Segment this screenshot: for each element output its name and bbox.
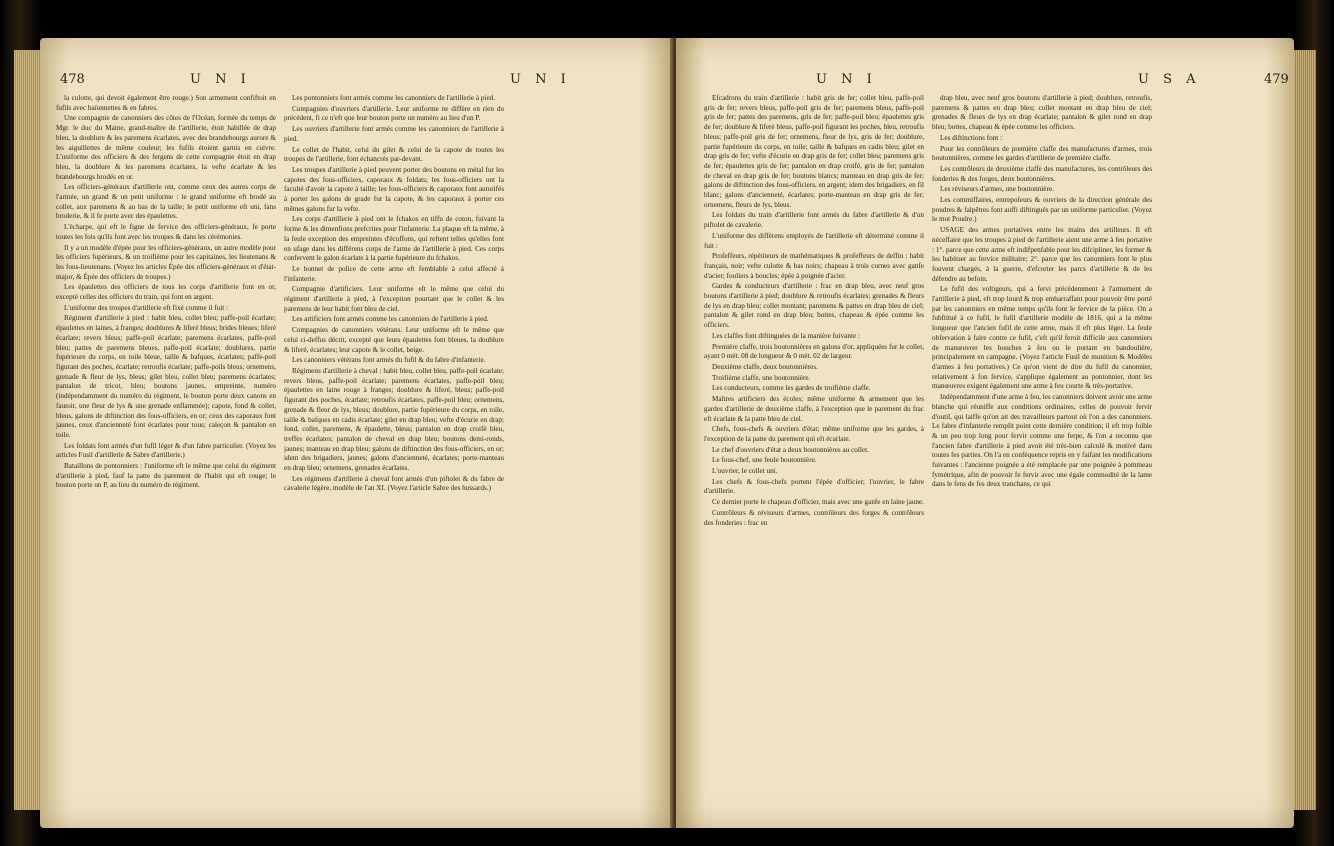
paragraph: Ce dernier porte le chapeau d'officier, mais avec une ganfe en laine jaune. — [712, 498, 924, 507]
right-running-head-2: U S A — [1138, 72, 1201, 87]
paragraph: Les réviseurs d'armes, une boutonnière. — [940, 185, 1054, 194]
paragraph: Maîtres artificiers des écoles; même uniforme & armement que les gardes d'artillerie de deuxième claffe, à l'exception que le parement du frac eft écarlate & la patte bleu de ciel. — [704, 395, 924, 423]
left-running-head-2: U N I — [510, 72, 571, 87]
left-column-1 — [56, 94, 276, 814]
right-page — [676, 38, 1294, 828]
paragraph: Indépendamment d'une arme à feu, les canonniers doivent avoir une arme blanche qui réuniffe aux conditions ordinaires, celles de pouvoir fervir d'outil, qui laiffe qu'on ait des travailleurs partout où l'on a des canonniers. Le fabre d'infanterie remplit point cette dernière condition; il eft trop foible & un peu trop long pour fervir comme une ferpe, & l'on a reconnu que l'ancien fabre d'artillerie à pied avoit été très-bien calculé & motivé dans toutes fes parties. On l'a en conféquence repris en y faifant les modifications fuivantes : l'ancienne poignée a été remplacée par une poignée à pommeau fymétrique, afin de pouvoir fe fervir avec une égale commodité de la lame dans le fens de fes deux tranchans, ce qui — [932, 393, 1152, 489]
paragraph: Bataillons de pontonniers : l'uniforme eft le même que celui du régiment d'artillerie à pied, fauf la patte du parement de l'habit qui eft rouge; le bouton porte un P, au lieu du numéro de régiment. — [56, 462, 276, 490]
paragraph: Les conducteurs, comme les gardes de troifième claffe. — [712, 384, 871, 393]
paragraph: Contrôleurs & réviseurs d'armes, contrôleurs des forges & contrôleurs des fonderies : frac en — [704, 508, 924, 527]
paragraph: Efcadrons du train d'artillerie : habit gris de fer; collet bleu, paffe-poil gris de fer; revers bleus, paffe-poil gris de fer; paremens bleus, paffe-poil gris de fer; pattes des paremens, gris de fer; paffe-poil bleu; épaulettes gris de fer; doublure & liferé bleus, paffe-poil figurant les poches, bleu, retroufis bleus; paffe-poil gris de fer; ornemens, fleur de lys, gris de fer; doublure, partie fupérieure du corps, en toile; taille & bafques en cadis bleu; gilet en drap gris de fer; vefte d'écurie en drap gris de fer; collet bleu; paremens gris de fer; épaulettes gris de fer; pantalon en drap croifé, gris de fer; pantalon de cheval en drap gris de fer; boutons blancs; manteau en drap gris de fer; galons de diftinction des fous-officiers, en argent; idem des brigadiers, en fil blanc; galons d'ancienneté, écarlates; porte-manteau en drap gris de fer; ornemens, fleurs de lys, bleus. — [704, 94, 924, 209]
left-page — [40, 38, 674, 828]
right-page-number: 479 — [1264, 72, 1289, 87]
paragraph: Les épaulettes des officiers de tous les corps d'artillerie font en or, excepté celles des officiers du train, qui font en argent. — [56, 283, 276, 302]
paragraph: Le collet de l'habit, celui du gilet & celui de la capote de toutes les troupes de l'artillerie, font échancrés par-devant. — [284, 145, 504, 164]
paragraph: Les troupes d'artillerie à pied peuvent porter des boutons en métal fur les capotes des fous-officiers, caporaux & foldats; les fous-officiers ont la faculté d'avoir la capote à taille; les fous-officiers & caporaux font autorifés à porter les galons de grade fur la capote, & les caporaux à porter ces mêmes galons fur la vefte. — [284, 165, 504, 213]
paragraph: Les commiffaires, entrepofeurs & ouvriers de la direction générale des poudres & falpêtres font auffi diftingués par un uniforme particulier. (Voyez le mot Poudre.) — [932, 196, 1152, 224]
paragraph: Les pontonniers font armés comme les canonniers de l'artillerie à pied. — [292, 94, 496, 102]
paragraph: Les diftinctions font : — [940, 133, 1003, 142]
paragraph: L'uniforme des différens employés de l'artillerie eft déterminé comme il fuit : — [704, 231, 924, 250]
paragraph: Première claffe, trois boutonnières en galons d'or, appliquées fur le collet, ayant 0 mèt. 08 de longueur & 0 mèt. 02 de largeur. — [704, 342, 924, 361]
left-page-number: 478 — [60, 72, 85, 87]
paragraph: L'ouvrier, le collet uni. — [712, 467, 778, 476]
paragraph: drap bleu, avec neuf gros boutons d'artillerie à pied; doublure, retroufis, paremens & pattes en drap bleu; collet montant en drap bleu de ciel; grenades & fleurs de lys en drap écarlate; pantalon & gilet rond en drap bleu; bottes, chapeau & épée comme les officiers. — [932, 94, 1152, 132]
paragraph: Il y a un modèle d'épée pour les officiers-généraux, un autre modèle pour les officiers fupérieurs, & un troifième pour les capitaines, les lieutenans & les fous-lieutenans. (Voyez les articles Épée des officiers-généraux et d'état-major, & Épée des officiers de troupes.) — [56, 243, 276, 281]
paragraph: Pour les contrôleurs de première claffe des manufactures d'armes, trois boutonnières, comme les gardes d'artillerie de première claffe. — [932, 144, 1152, 163]
paragraph: Les canonniers vétérans font armés du fufil & du fabre d'infanterie. — [292, 356, 486, 365]
paragraph: Deuxième claffe, deux boutonnières. — [712, 362, 818, 371]
right-running-head-1: U N I — [816, 72, 877, 87]
right-page-edges — [1294, 50, 1316, 810]
paragraph: Troifième claffe, une boutonnière. — [712, 373, 811, 382]
paragraph: L'écharpe, qui eft le figne de fervice des officiers-généraux, fe porte toutes les fois qu'ils font avec les troupes & dans les cérémonies. — [56, 223, 276, 241]
paragraph: Compagnies de canonniers vétérans. Leur uniforme eft le même que celui ci-deffus décrit, excepté que leurs épaulettes font bleues, la doublure & liferé, écarlates; leur capote & le collet, beige. — [284, 326, 504, 354]
paragraph: Une compagnie de canonniers des côtes de l'Océan, formée du temps de Mgr. le duc du Maine, grand-maître de l'artillerie, étoit habillée de drap bleu, la doublure & les paremens écarlates, avec des brandebourgs aurore & les aiguillettes de même couleur; les fufils étoient garnis en cuivre. L'uniforme des officiers & des fergens de cette compagnie étoit en drap bleu, la doublure & les paremens écarlates, la vefte écarlate & les brandebourgs brodés en or. — [56, 114, 276, 181]
right-column-2 — [932, 94, 1152, 814]
paragraph: Le bonnet de police de cette arme eft femblable à celui affecté à l'infanterie. — [284, 264, 504, 283]
paragraph: Les officiers-généraux d'artillerie ont, comme ceux des autres corps de l'armée, un grand & un petit uniforme : le grand uniforme eft brodé au collet, aux paremens & au bas de la taille; le petit uniforme eft uni, fans broderie, & il fe porte avec des épaulettes. — [56, 183, 276, 221]
paragraph: Chefs, fous-chefs & ouvriers d'état; même uniforme que les gardes, à l'exception de la patte du parement qui eft écarlate. — [704, 425, 924, 443]
paragraph: Les corps d'artillerie à pied ont le fchakos en tiffu de coton, fuivant la forme & les dimenfions prefcrites pour l'infanterie. La plaque eft la même, à la feule exception des empreintes d'écuffons, qui reftent telles qu'elles font en ufage dans les différens corps de l'arme de l'artillerie à pied. Ces corps confervent le galon écarlate à la partie fupérieure du fchakos. — [284, 215, 504, 263]
paragraph: Les artificiers font armés comme les canonniers de l'artillerie à pied. — [292, 315, 489, 324]
paragraph: Régimens d'artillerie à cheval : habit bleu, collet bleu, paffe-poil écarlate; revers bleus, paffe-poil écarlate; paremens écarlates, paffe-poil bleu; épaulettes en laine rouge à franges; doublure & liferé, bleus; paffe-poil figurant des poches, écarlate; retroufis écarlates, paffe-poil bleu; ornemens, grenade & fleur de lys, bleus; doublure, partie fupérieure du corps, en toile, taille & bafques en cadis écarlate; gilet en drap bleu; vefte d'écurie en drap; fond, collet, paremens, & épaulette, bleus; pantalon en drap croifé bleu, treffes écarlates; pantalon de cheval en drap bleu; boutons demi-ronds, jaunes; manteau en drap bleu; galons de diftinction des fous-officiers, en or; idem des brigadiers, jaunes; galons d'ancienneté, écarlates; porte-manteau en drap bleu; ornemens, grenades écarlates. — [284, 366, 504, 473]
paragraph: Le fufil des voltigeurs, qui a fervi précédemment à l'armement de l'artillerie à pied, eft trop lourd & trop embarraffant pour pouvoir être porté par les canonniers en même temps qu'ils font le fervice de la pièce. On a fubftitué à ce fufil, le fufil d'artillerie modèle de 1816, qui a la même longueur que l'ancien fufil de cette arme, mais il eft plus léger. La feule obfervation à faire contre ce fufil, c'eft qu'il feroit difficile aux canonniers de manœuvrer les bouches à feu ou le portant en bandoulière, principalement en campagne. (Voyez l'article Fusil de munition & Modèles d'armes à feu portatives.) Ce qu'on vient de dire du fufil du canonnier, relativement à fon fervice, s'applique également au pontonnier, dont les manœuvres exigent également une arme à feu courte & très-portative. — [932, 285, 1152, 391]
paragraph: Les claffes font diftinguées de la manière fuivante : — [712, 331, 860, 340]
paragraph: Les régimens d'artillerie à cheval font armés d'un piftolet & du fabre de cavalerie légère, modèle de l'an XI. (Voyez l'article Sabre des hussards.) — [284, 474, 504, 493]
paragraph: Compagnies d'ouvriers d'artillerie. Leur uniforme ne diffère en rien du précédent, fi ce n'eft que leur bouton porte un numéro au lieu d'un P. — [284, 104, 504, 123]
left-column-2 — [284, 94, 504, 814]
paragraph: Le chef d'ouvriers d'état a deux boutonnières au collet. — [712, 445, 869, 454]
paragraph: la culotte, qui devoit également être rouge.) Son armement confiftoit en fufils avec baïonnettes & en fabres. — [56, 94, 276, 112]
paragraph: Les foldats du train d'artillerie font armés du fabre d'artillerie & d'un piftolet de cavalerie. — [704, 211, 924, 230]
paragraph: Profeffeurs, répétiteurs de mathématiques & profeffeurs de deffin : habit français, noir; vefte culotte & bas noirs; chapeau à trois cornes avec ganfe d'acier; fouliers à boucles; épée à poignée d'acier. — [704, 252, 924, 280]
paragraph: L'uniforme des troupes d'artillerie eft fixé comme il fuit : — [64, 303, 229, 312]
paragraph: Les contrôleurs de deuxième claffe des manufactures, les contrôleurs des fonderies & des forges, deux boutonnières. — [932, 164, 1152, 183]
paragraph: Les foldats font armés d'un fufil léger & d'un fabre particulier. (Voyez les articles Fusil d'artillerie & Sabre d'artillerie.) — [56, 441, 276, 460]
left-running-head-1: U N I — [190, 72, 251, 87]
paragraph: Les chefs & fous-chefs portent l'épée d'officier; l'ouvrier, le fabre d'artillerie. — [704, 477, 924, 496]
right-column-1 — [704, 94, 924, 814]
paragraph: Les ouvriers d'artillerie font armés comme les canonniers de l'artillerie à pied. — [284, 125, 504, 143]
paragraph: USAGE des armes portatives entre les mains des artilleurs. Il eft néceffaire que les troupes à pied de l'artillerie aient une arme à feu portative : 1°. parce que cette arme eft indifpenfable pour les difcipliner, les former & les habituer au fervice militaire; 2°. parce que les canonniers font le plus fouvent chargés, à la guerre, d'efcorter les parcs d'artillerie & de les défendre au befoin. — [932, 226, 1152, 283]
paragraph: Régiment d'artillerie à pied : habit bleu, collet bleu; paffe-poil écarlate; épaulettes en laines, à franges; doublures & liferé bleus; brides bleues; liferé écarlate; revers bleus; paffe-poil écarlate; paremens écarlates, paffe-poil bleu; pattes de paremens bleues, paffe-poil écarlate; doublures, partie fupérieure du corps, en toile bleue, taille & bafques, écarlates; paffe-poil figurant des poches, écarlate; retroufis écarlate; paffe-poils bleus; ornemens, grenade & fleur de lys, bleus; gilet bleu, collet bleu; paremens écarlates; pantalon de tricot, bleu; boutons jaunes, empreinte, numéro (indépendamment du numéro du régiment, le bouton porte deux canons en fautoir, une fleur de lys & une grenade enflammée); capote, fond & collet, bleus, galons de diftinction des fous-officiers, en or; ceux des caporaux font jaunes, ceux d'ancienneté font écarlates pour tous; caleçon & pantalon en toile. — [56, 314, 276, 439]
left-page-edges — [14, 50, 40, 810]
paragraph: Gardes & conducteurs d'artillerie : frac en drap bleu, avec neuf gros boutons d'artillerie à pied; doublure & retroufis écarlates; grenades & fleurs de lys en drap bleu; collet montant; paremens & pattes en drap bleu de ciel; pantalon & gilet rond en drap bleu; bottes, chapeau & épée comme les officiers. — [704, 282, 924, 330]
paragraph: Compagnie d'artificiers. Leur uniforme eft le même que celui du régiment d'artillerie à pied, à l'exception pourtant que le collet & les paremens de leur habit font bleu de ciel. — [284, 285, 504, 313]
paragraph: Le fous-chef, une feule boutonnière. — [712, 456, 817, 465]
